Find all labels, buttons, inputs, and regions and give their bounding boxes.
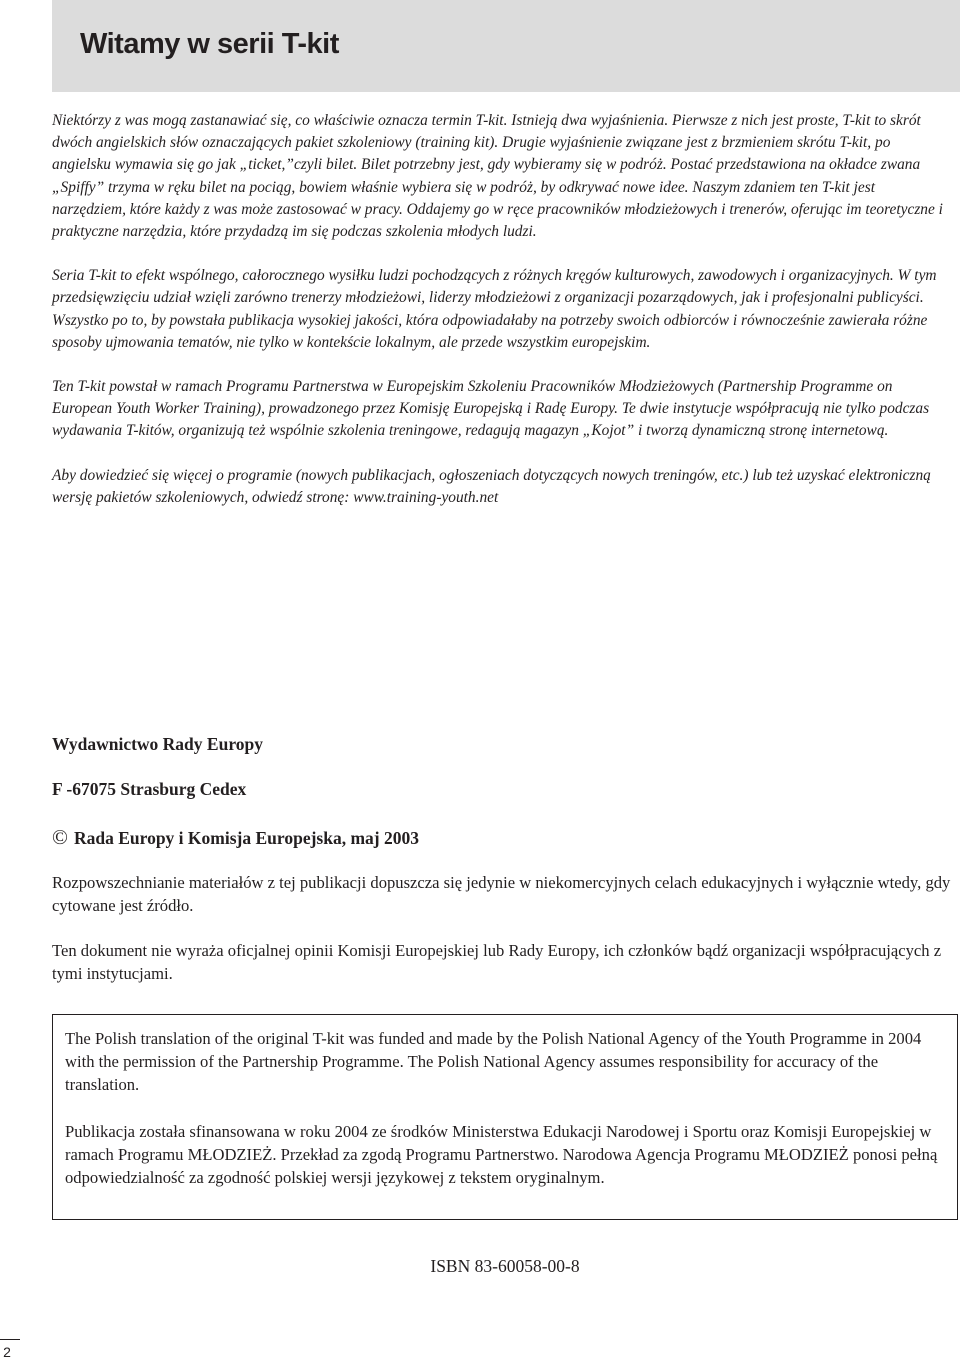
isbn: ISBN 83-60058-00-8 — [430, 1256, 580, 1276]
copyright-text: Rada Europy i Komisja Europejska, maj 2003 — [73, 828, 419, 848]
publisher-address: F -67075 Strasburg Cedex — [52, 779, 247, 799]
intro-paragraph-1: Niektórzy z was mogą zastanawiać się, co właściwie oznacza termin T-kit. Istnieją dwa wyjaśnienia. Pierwsze z nich jest proste, T-kit to skrót dwóch angielskich słów oznaczających pakiet szkoleniowy (training kit). Drugie wyjaśnienie związane jest z brzmieniem skrótu T-kit, po angielsku wymawia się go jak „ticket,”czyli bilet. Bilet potrzebny jest, gdy wybieramy się w podróż. Postać przedstawiona na okładce zwana „Spiffy” trzyma w ręku bilet na pociąg, bowiem właśnie wybiera się w podróż, by odkrywać nowe idee. Naszym zdaniem ten T-kit jest narzędziem, które każdy z was może zastosować w pracy. Oddajemy go w ręce pracowników młodzieżowych i trenerów, oferując im teoretyczne i praktyczne narzędzia, które przydadzą im się podczas szkolenia młodych ludzi. — [52, 112, 943, 241]
intro-paragraph-2: Seria T-kit to efekt wspólnego, całorocznego wysiłku ludzi pochodzących z różnych kręgów kulturowych, zawodowych i organizacyjnych. W tym przedsięwzięciu udział wzięli zarówno trenerzy młodzieżowi, liderzy młodzieżowi z organizacji pozarządowych, jak i profesjonalni publicyści. Wszystko po to, by powstała publikacja wysokiej jakości, która odpowiadałaby na potrzeby swoich odbiorców i równocześnie zawierała różne sposoby ujmowania tematów, nie tylko w kontekście lokalnym, ale przede wszystkim europejskim. — [52, 267, 937, 351]
publisher-name: Wydawnictwo Rady Europy — [52, 734, 264, 754]
page-number: 2 — [3, 1344, 11, 1360]
title-bar — [52, 0, 960, 92]
page-title: Witamy w serii T-kit — [80, 28, 339, 60]
translation-notice-polish: Publikacja została sfinansowana w roku 2004 ze środków Ministerstwa Edukacji Narodowej i Sportu oraz Komisji Europejskiej w ramach Programu MŁODZIEŻ. Przekład za zgodą Programu Partnerstwo. Narodowa Agencja Programu MŁODZIEŻ ponosi pełną odpowiedzialność za zgodność polskiej wersji językowej z tekstem oryginalnym. — [65, 1122, 938, 1187]
reproduction-note: Rozpowszechnianie materiałów z tej publikacji dopuszcza się jedynie w niekomercyjnych celach edukacyjnych i wyłącznie wtedy, gdy cytowane jest źródło. — [52, 873, 951, 915]
translation-notice-box — [52, 1014, 958, 1220]
disclaimer-note: Ten dokument nie wyraża oficjalnej opinii Komisji Europejskiej lub Rady Europy, ich członków bądź organizacji współpracujących z tymi instytucjami. — [52, 941, 942, 983]
page-number-rule — [0, 1339, 20, 1340]
copyright-line — [52, 825, 419, 850]
intro-paragraph-4: Aby dowiedzieć się więcej o programie (nowych publikacjach, ogłoszeniach dotyczących nowych treningów, etc.) lub też uzyskać elektroniczną wersję pakietów szkoleniowych, odwiedź stronę: www.training-youth.net — [52, 466, 931, 506]
intro-paragraph-3: Ten T-kit powstał w ramach Programu Partnerstwa w Europejskim Szkoleniu Pracowników Młodzieżowych (Partnership Programme on European Youth Worker Training), prowadzonego przez Komisję Europejską i Radę Europy. Te dwie instytucje współpracują nie tylko podczas wydawania T-kitów, organizują też wspólnie szkolenia treningowe, redagują magazyn „Kojot” i tworzą dynamiczną stronę internetową. — [52, 378, 930, 440]
intro-section — [52, 110, 952, 531]
translation-notice-english: The Polish translation of the original T-kit was funded and made by the Polish National Agency of the Youth Programme in 2004 with the permission of the Partnership Programme. The Polish National Agency assumes responsibility for accuracy of the translation. — [65, 1029, 922, 1094]
copyright-icon: © — [52, 825, 68, 849]
